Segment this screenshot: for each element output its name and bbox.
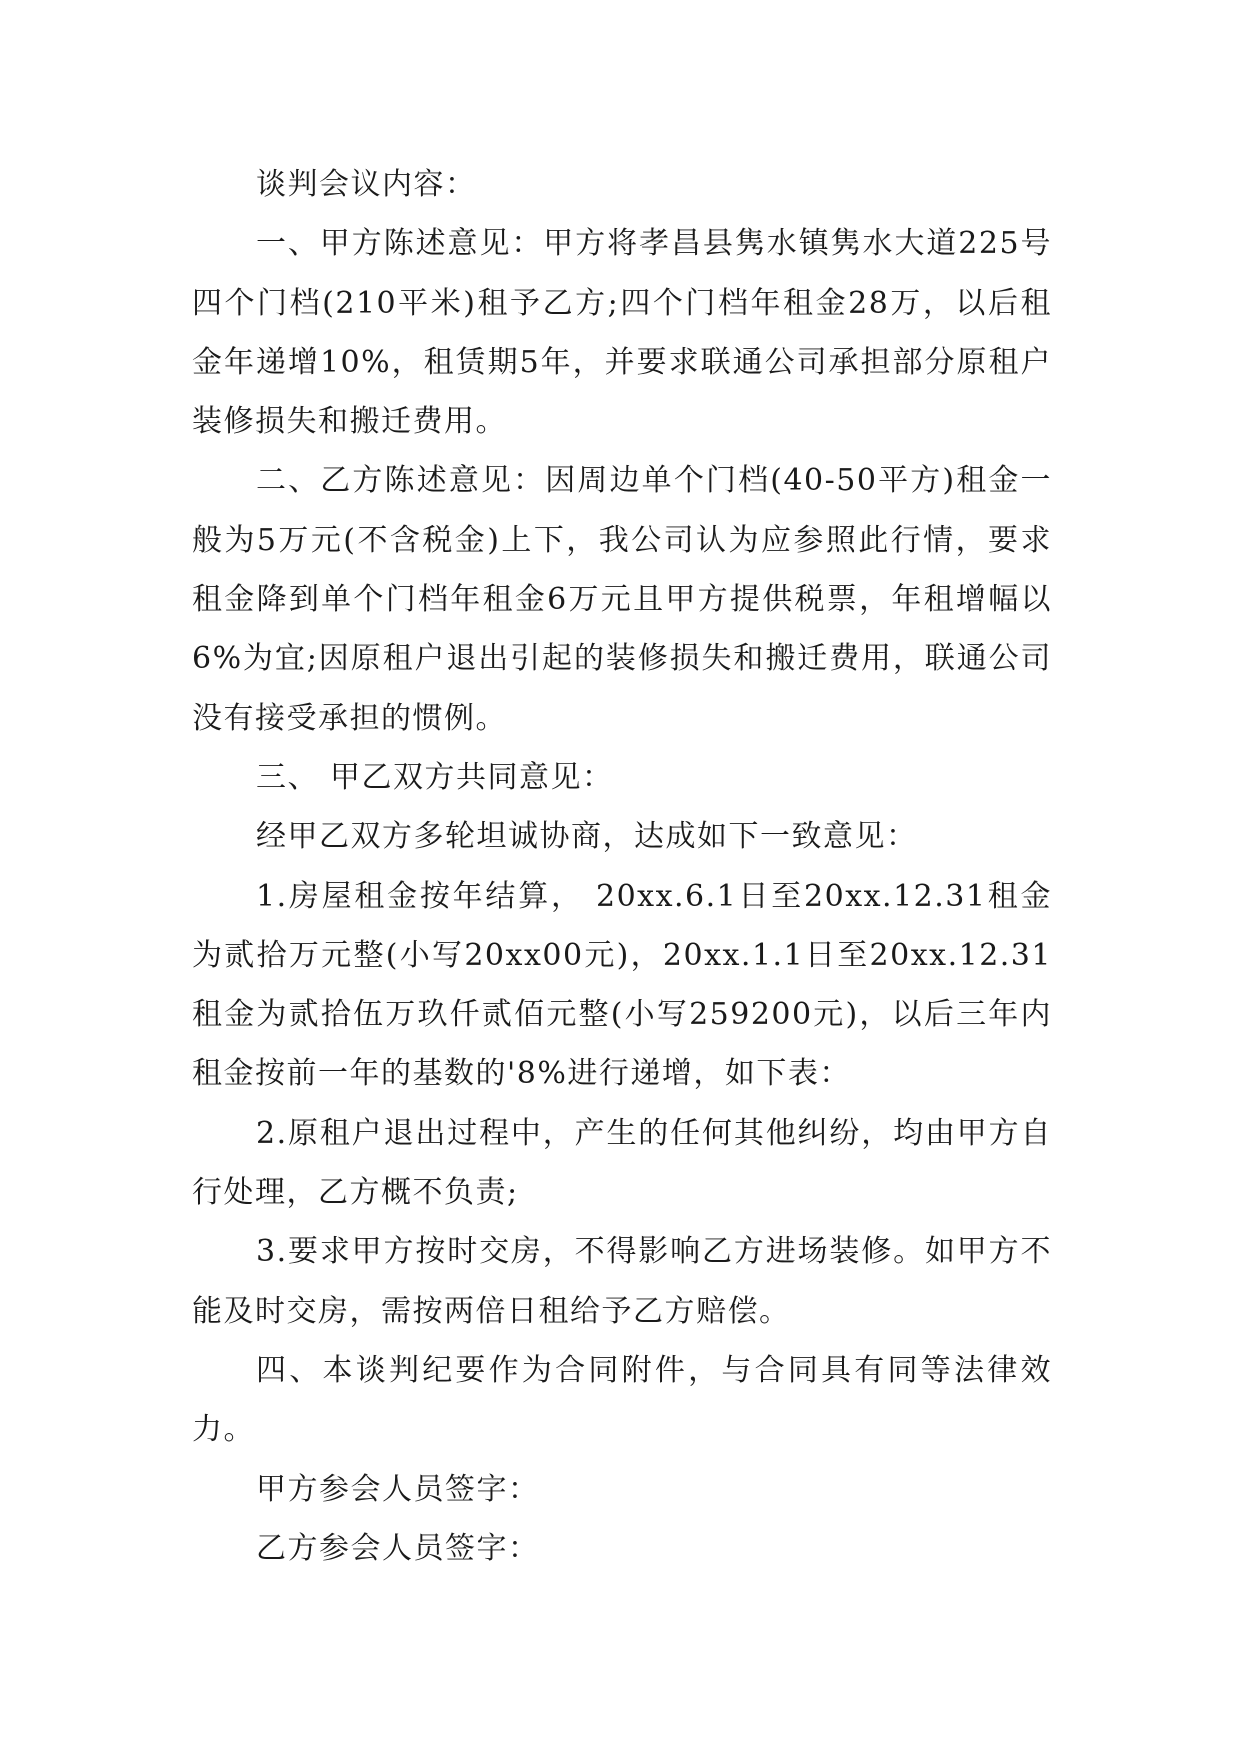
clause-3-handover: 3.要求甲方按时交房，不得影响乙方进场装修。如甲方不能及时交房，需按两倍日租给予乙方赔偿。 — [192, 1234, 1052, 1329]
joint-opinion-heading: 三、 甲乙双方共同意见： — [256, 759, 614, 795]
clause-4-legal-effect: 四、本谈判纪要作为合同附件，与合同具有同等法律效力。 — [192, 1352, 1052, 1448]
joint-opinion-intro: 经甲乙双方多轮坦诚协商，达成如下一致意见： — [256, 819, 918, 855]
party-b-statement: 二、乙方陈述意见：因周边单个门档(40-50平方)租金一般为5万元(不含税金)上下，我公司认为应参照此行情，要求租金降到单个门档年租金6万元且甲方提供税票，年租增幅以6%为宜;因原租户退出引起的装修损失和搬迁费用，联通公司没有接受承担的惯例。 — [192, 463, 1052, 736]
party-a-signature-line: 甲方参会人员签字： — [256, 1471, 540, 1507]
clause-2-disputes: 2.原租户退出过程中，产生的任何其他纠纷，均由甲方自行处理，乙方概不负责; — [192, 1115, 1052, 1211]
party-b-signature-line: 乙方参会人员签字： — [256, 1530, 540, 1566]
party-a-statement: 一、甲方陈述意见：甲方将孝昌县隽水镇隽水大道225号四个门档(210平米)租予乙方;四个门档年租金28万，以后租金年递增10%，租赁期5年，并要求联通公司承担部分原租户装修损失和搬迁费用。 — [192, 226, 1052, 440]
clause-1-rent: 1.房屋租金按年结算， 20xx.6.1日至20xx.12.31租金为贰拾万元整(小写20xx00元)，20xx.1.1日至20xx.12.31租金为贰拾伍万玖仟贰佰元整(小写259200元)，以后三年内租金按前一年的基数的'8%进行递增，如下表： — [192, 878, 1052, 1092]
document-body — [192, 155, 1052, 1578]
meeting-content-heading: 谈判会议内容： — [256, 167, 477, 202]
